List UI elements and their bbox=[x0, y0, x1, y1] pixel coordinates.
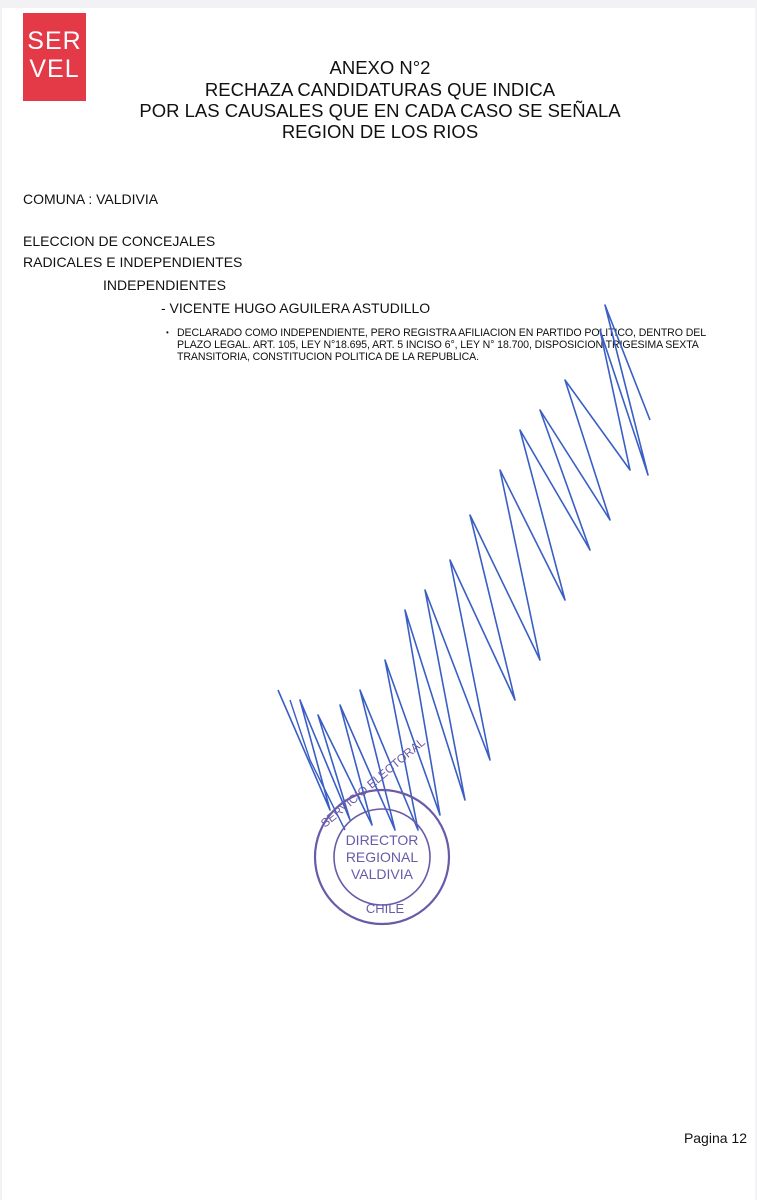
signature-scribble bbox=[278, 305, 650, 830]
bullet-icon: • bbox=[166, 328, 169, 337]
region-title: REGION DE LOS RIOS bbox=[281, 121, 479, 142]
pact-name: RADICALES E INDEPENDIENTES bbox=[23, 254, 243, 270]
stamp-line-2: REGIONAL bbox=[345, 849, 419, 865]
rejection-reason: DECLARADO COMO INDEPENDIENTE, PERO REGISTRA AFILIACION EN PARTIDO POLITICO, DENTRO DEL PLAZO LEGAL. ART. 105, LEY N°18.695, ART. 5 INCISO 6°, LEY N° 18.700, DISPOSICION TRIGESIMA SEXTA TRANSITORIA, CONSTITUCION POLITICA DE LA REPUBLICA. bbox=[177, 327, 706, 363]
annex-subtitle-1: RECHAZA CANDIDATURAS QUE INDICA bbox=[204, 79, 556, 100]
stamp-bottom-text: CHILE bbox=[365, 901, 405, 916]
page-number: Pagina 12 bbox=[683, 1130, 747, 1146]
official-stamp bbox=[315, 735, 449, 924]
logo-line-2: VEL bbox=[29, 55, 80, 83]
candidate-name: - VICENTE HUGO AGUILERA ASTUDILLO bbox=[161, 300, 431, 316]
annex-subtitle-2: POR LAS CAUSALES QUE EN CADA CASO SE SEÑALA bbox=[139, 100, 621, 121]
stamp-ring-text: SERVICIO ELECTORAL bbox=[317, 734, 428, 831]
logo-line-1: SER bbox=[27, 27, 82, 55]
stamp-line-3: VALDIVIA bbox=[351, 866, 413, 882]
party-name: INDEPENDIENTES bbox=[103, 277, 226, 293]
election-type: ELECCION DE CONCEJALES bbox=[23, 233, 216, 249]
annex-title: ANEXO N°2 bbox=[329, 57, 431, 78]
comuna-label: COMUNA : VALDIVIA bbox=[23, 191, 159, 207]
stamp-line-1: DIRECTOR bbox=[345, 832, 419, 848]
